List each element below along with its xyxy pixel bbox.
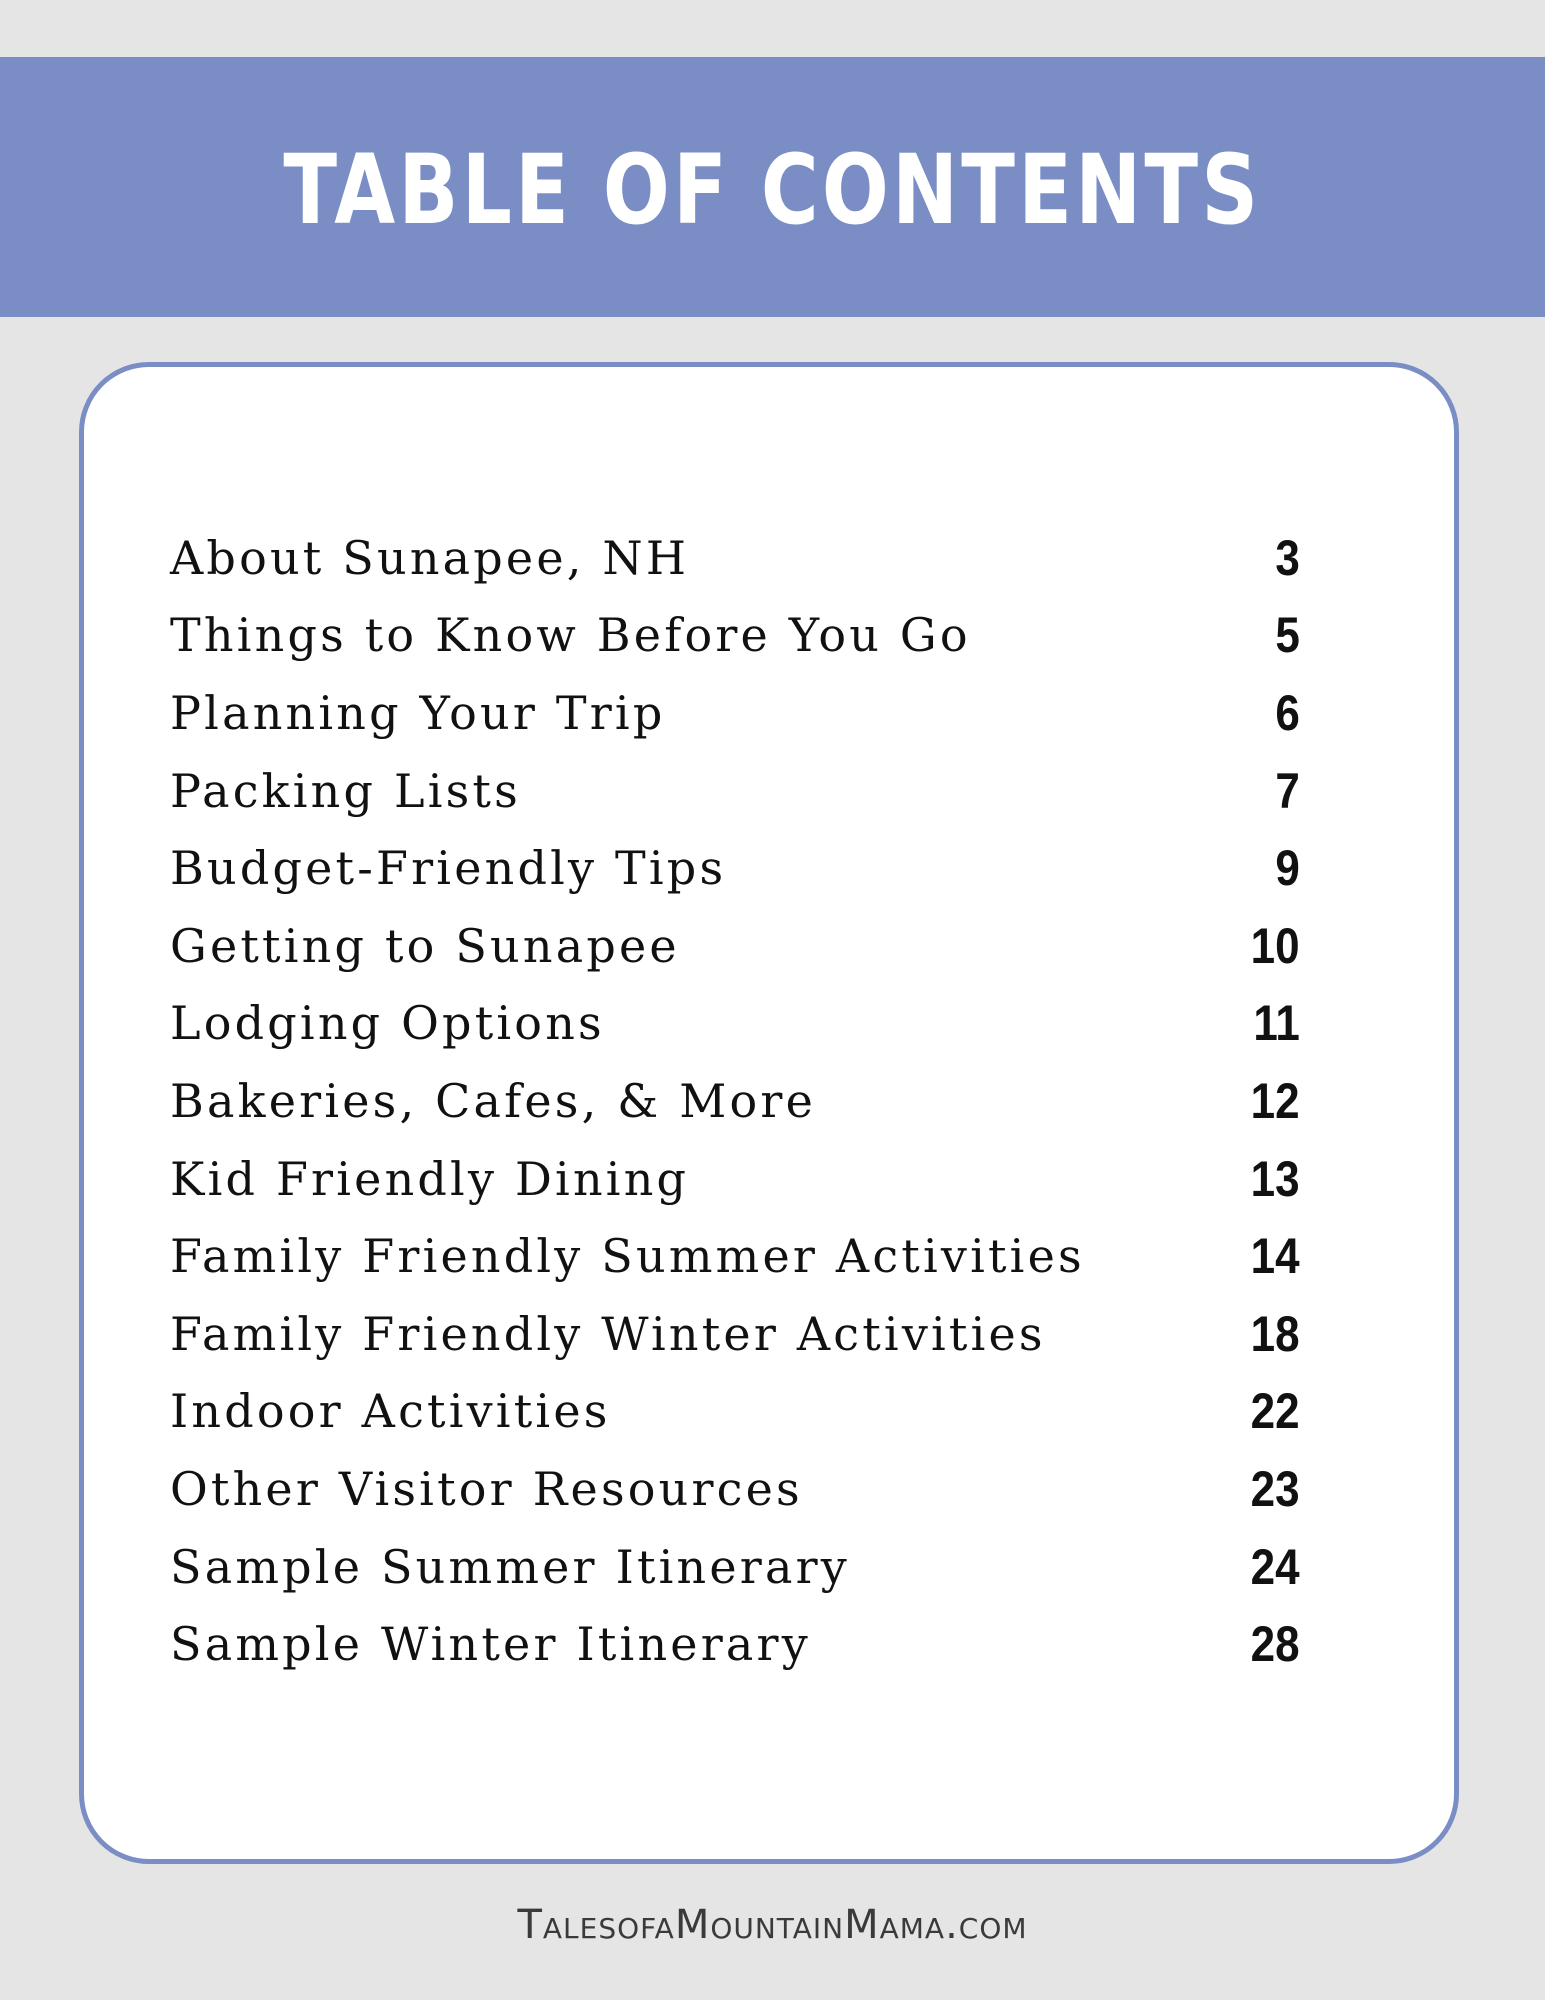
toc-entry-title: Getting to Sunapee xyxy=(170,918,680,973)
toc-entry-page: 24 xyxy=(1251,1538,1300,1595)
toc-entry-title: Lodging Options xyxy=(170,996,605,1051)
toc-entry xyxy=(170,597,1300,675)
toc-entry-title: Indoor Activities xyxy=(170,1384,611,1439)
toc-entry-page: 6 xyxy=(1275,684,1300,741)
toc-entry-title: Packing Lists xyxy=(170,763,521,818)
toc-entry-page: 14 xyxy=(1251,1228,1300,1285)
toc-entry-title: Kid Friendly Dining xyxy=(170,1151,690,1206)
footer-site-url: TalesofaMountainMama.com xyxy=(517,1902,1028,1948)
toc-entry-page: 11 xyxy=(1253,995,1300,1052)
toc-entry xyxy=(170,1528,1300,1606)
toc-entry-page: 9 xyxy=(1275,840,1300,897)
toc-card xyxy=(79,362,1459,1864)
toc-entry-title: Budget-Friendly Tips xyxy=(170,841,727,896)
toc-entry-page: 10 xyxy=(1251,917,1300,974)
page-title: TABLE OF CONTENTS xyxy=(283,134,1262,246)
toc-entry-title: Planning Your Trip xyxy=(170,685,666,740)
toc-entry xyxy=(170,752,1300,830)
toc-entry-page: 23 xyxy=(1251,1460,1300,1517)
toc-entry xyxy=(170,1450,1300,1528)
toc-entry-page: 5 xyxy=(1275,607,1300,664)
toc-entry xyxy=(170,519,1300,597)
toc-entry-page: 18 xyxy=(1251,1305,1300,1362)
toc-entry-title: Sample Winter Itinerary xyxy=(170,1617,811,1672)
toc-entry xyxy=(170,674,1300,752)
header-band xyxy=(0,57,1545,317)
toc-entry-page: 22 xyxy=(1251,1383,1300,1440)
toc-entry-title: Family Friendly Winter Activities xyxy=(170,1306,1046,1361)
toc-entry-page: 12 xyxy=(1251,1072,1300,1129)
toc-entry-page: 3 xyxy=(1275,529,1300,586)
toc-entry-page: 28 xyxy=(1251,1616,1300,1673)
toc-entry-title: Family Friendly Summer Activities xyxy=(170,1229,1085,1284)
toc-list xyxy=(170,519,1300,1683)
toc-entry xyxy=(170,1295,1300,1373)
toc-entry-title: Sample Summer Itinerary xyxy=(170,1539,850,1594)
toc-entry-title: Bakeries, Cafes, & More xyxy=(170,1073,816,1128)
toc-entry xyxy=(170,1062,1300,1140)
toc-entry-title: Things to Know Before You Go xyxy=(170,608,971,663)
toc-entry-page: 13 xyxy=(1251,1150,1300,1207)
toc-entry xyxy=(170,1605,1300,1683)
toc-entry xyxy=(170,907,1300,985)
toc-entry-title: About Sunapee, NH xyxy=(170,530,690,585)
toc-entry xyxy=(170,1217,1300,1295)
toc-entry-title: Other Visitor Resources xyxy=(170,1461,803,1516)
toc-entry xyxy=(170,1140,1300,1218)
toc-entry xyxy=(170,1373,1300,1451)
toc-entry xyxy=(170,829,1300,907)
toc-entry xyxy=(170,985,1300,1063)
toc-entry-page: 7 xyxy=(1275,762,1300,819)
